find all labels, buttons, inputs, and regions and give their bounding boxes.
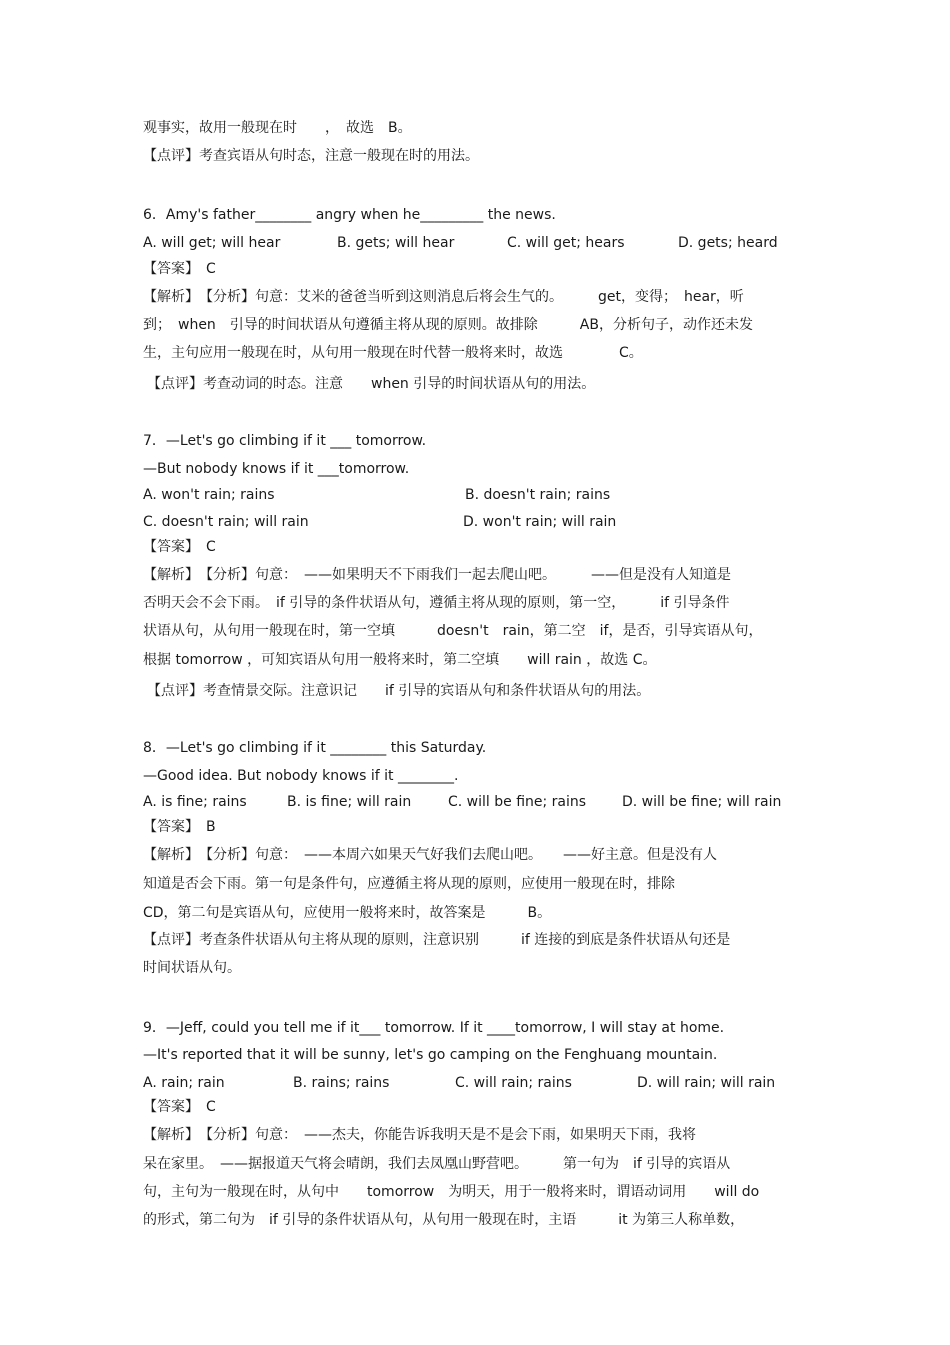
q8-option-d: D. will be fine; will rain bbox=[622, 794, 782, 810]
analysis-line: 生，主句应用一般现在时，从句用一般现在时代替一般将来时，故选 C。 bbox=[143, 345, 643, 361]
answer-line: 【答案】 C bbox=[143, 1099, 216, 1115]
q7-option-a: A. won't rain; rains bbox=[143, 487, 275, 503]
analysis-line: 到； when 引导的时间状语从句遵循主将从现的原则。故排除 AB，分析句子，动作还未发 bbox=[143, 317, 753, 333]
q9-option-c: C. will rain; rains bbox=[455, 1075, 572, 1091]
question-8-stem-2: —Good idea. But nobody knows if it ________. bbox=[143, 768, 459, 784]
analysis-line: 呆在家里。 ——据报道天气将会晴朗，我们去凤凰山野营吧。 第一句为 if 引导的宾语从 bbox=[143, 1156, 731, 1172]
comment-line: 【点评】考查情景交际。注意识记 if 引导的宾语从句和条件状语从句的用法。 bbox=[147, 683, 651, 699]
analysis-line: 【解析】 【分析】句意： ——如果明天不下雨我们一起去爬山吧。 ——但是没有人知道是 bbox=[143, 567, 731, 583]
q6-option-b: B. gets; will hear bbox=[337, 235, 455, 251]
question-9-stem: 9．—Jeff, could you tell me if it___ tomorrow. If it ____tomorrow, I will stay at home. bbox=[143, 1020, 725, 1036]
analysis-line: 【解析】 【分析】句意： ——本周六如果天气好我们去爬山吧。 ——好主意。但是没有人 bbox=[143, 847, 717, 863]
analysis-line: 知道是否会下雨。第一句是条件句，应遵循主将从现的原则，应使用一般现在时，排除 bbox=[143, 876, 675, 892]
question-7-stem: 7．—Let's go climbing if it ___ tomorrow. bbox=[143, 433, 427, 449]
answer-line: 【答案】 B bbox=[143, 819, 216, 835]
analysis-line: 根据 tomorrow ，可知宾语从句用一般将来时，第二空填 will rain ，故选 C。 bbox=[143, 652, 657, 668]
comment-line: 【点评】考查条件状语从句主将从现的原则，注意识别 if 连接的到底是条件状语从句还是 bbox=[143, 932, 731, 948]
q6-option-c: C. will get; hears bbox=[507, 235, 625, 251]
q7-option-c: C. doesn't rain; will rain bbox=[143, 514, 309, 530]
q8-option-a: A. is fine; rains bbox=[143, 794, 247, 810]
q6-option-d: D. gets; heard bbox=[678, 235, 778, 251]
question-6-stem: 6．Amy's father________ angry when he_________ the news. bbox=[143, 207, 556, 223]
q7-option-b: B. doesn't rain; rains bbox=[465, 487, 611, 503]
analysis-line: 状语从句，从句用一般现在时，第一空填 doesn't rain，第二空 if，是否，引导宾语从句， bbox=[143, 623, 763, 639]
q9-option-a: A. rain; rain bbox=[143, 1075, 225, 1091]
answer-line: 【答案】 C bbox=[143, 261, 216, 277]
text-line: 观事实，故用一般现在时 ， 故选 B。 bbox=[143, 120, 412, 136]
q8-option-c: C. will be fine; rains bbox=[448, 794, 587, 810]
question-8-stem: 8．—Let's go climbing if it ________ this Saturday. bbox=[143, 740, 487, 756]
analysis-line: CD，第二句是宾语从句，应使用一般将来时，故答案是 B。 bbox=[143, 905, 552, 921]
analysis-line: 句，主句为一般现在时，从句中 tomorrow 为明天，用于一般将来时，谓语动词用 will do bbox=[143, 1184, 760, 1200]
q6-option-a: A. will get; will hear bbox=[143, 235, 281, 251]
analysis-line: 的形式，第二句为 if 引导的条件状语从句，从句用一般现在时，主语 it 为第三人称单数， bbox=[143, 1212, 745, 1228]
q9-option-b: B. rains; rains bbox=[293, 1075, 390, 1091]
question-7-stem-2: —But nobody knows if it ___tomorrow. bbox=[143, 461, 410, 477]
comment-line: 【点评】考查宾语从句时态，注意一般现在时的用法。 bbox=[143, 148, 479, 164]
q9-option-d: D. will rain; will rain bbox=[637, 1075, 776, 1091]
analysis-line: 【解析】 【分析】句意： ——杰夫，你能告诉我明天是不是会下雨，如果明天下雨，我将 bbox=[143, 1127, 696, 1143]
analysis-line: 否明天会不会下雨。 if 引导的条件状语从句，遵循主将从现的原则，第一空， if 引导条件 bbox=[143, 595, 730, 611]
answer-line: 【答案】 C bbox=[143, 539, 216, 555]
comment-line: 【点评】考查动词的时态。注意 when 引导的时间状语从句的用法。 bbox=[147, 376, 596, 392]
q8-option-b: B. is fine; will rain bbox=[287, 794, 412, 810]
q7-option-d: D. won't rain; will rain bbox=[463, 514, 617, 530]
question-9-stem-2: —It's reported that it will be sunny, let's go camping on the Fenghuang mountain. bbox=[143, 1047, 718, 1063]
comment-line: 时间状语从句。 bbox=[143, 960, 241, 976]
analysis-line: 【解析】 【分析】句意：艾米的爸爸当听到这则消息后将会生气的。 get，变得； hear，听 bbox=[143, 289, 744, 305]
